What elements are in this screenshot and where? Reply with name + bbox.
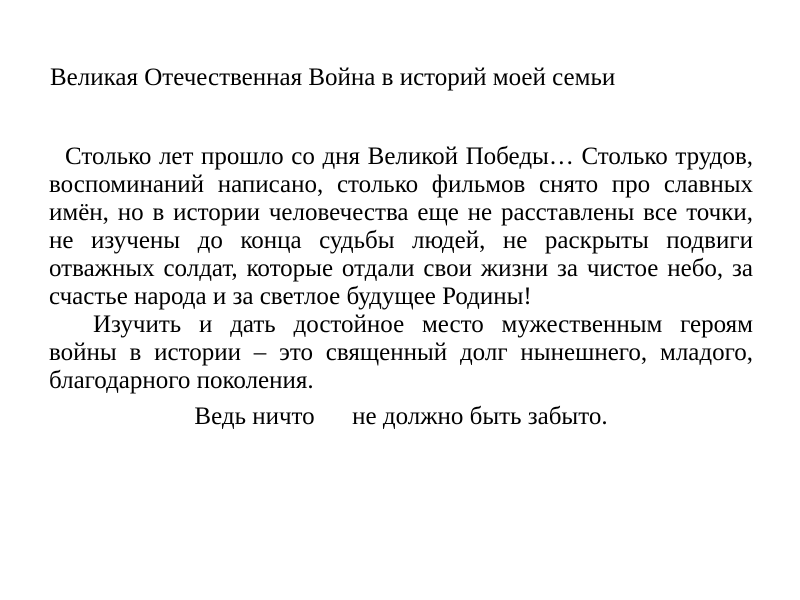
slide-title: Великая Отечественная Война в историй моей семьи bbox=[50, 64, 616, 91]
slide-body bbox=[49, 143, 753, 431]
paragraph-2: Изучить и дать достойное место мужественным героям войны в истории – это священный долг нынешнего, младого, благодарного поколения. bbox=[49, 311, 753, 394]
paragraph-1: Столько лет прошло со дня Великой Победы… Столько трудов, воспоминаний написано, столько фильмов снято про славных имён, но в истории человечества еще не расставлены все точки, не изучены до конца судьбы людей, не раскрыты подвиги отважных солдат, которые отдали свои жизни за чистое небо, за счастье народа и за светлое будущее Родины! bbox=[49, 143, 753, 310]
closing-line: Ведь ничто не должно быть забыто. bbox=[194, 403, 608, 430]
